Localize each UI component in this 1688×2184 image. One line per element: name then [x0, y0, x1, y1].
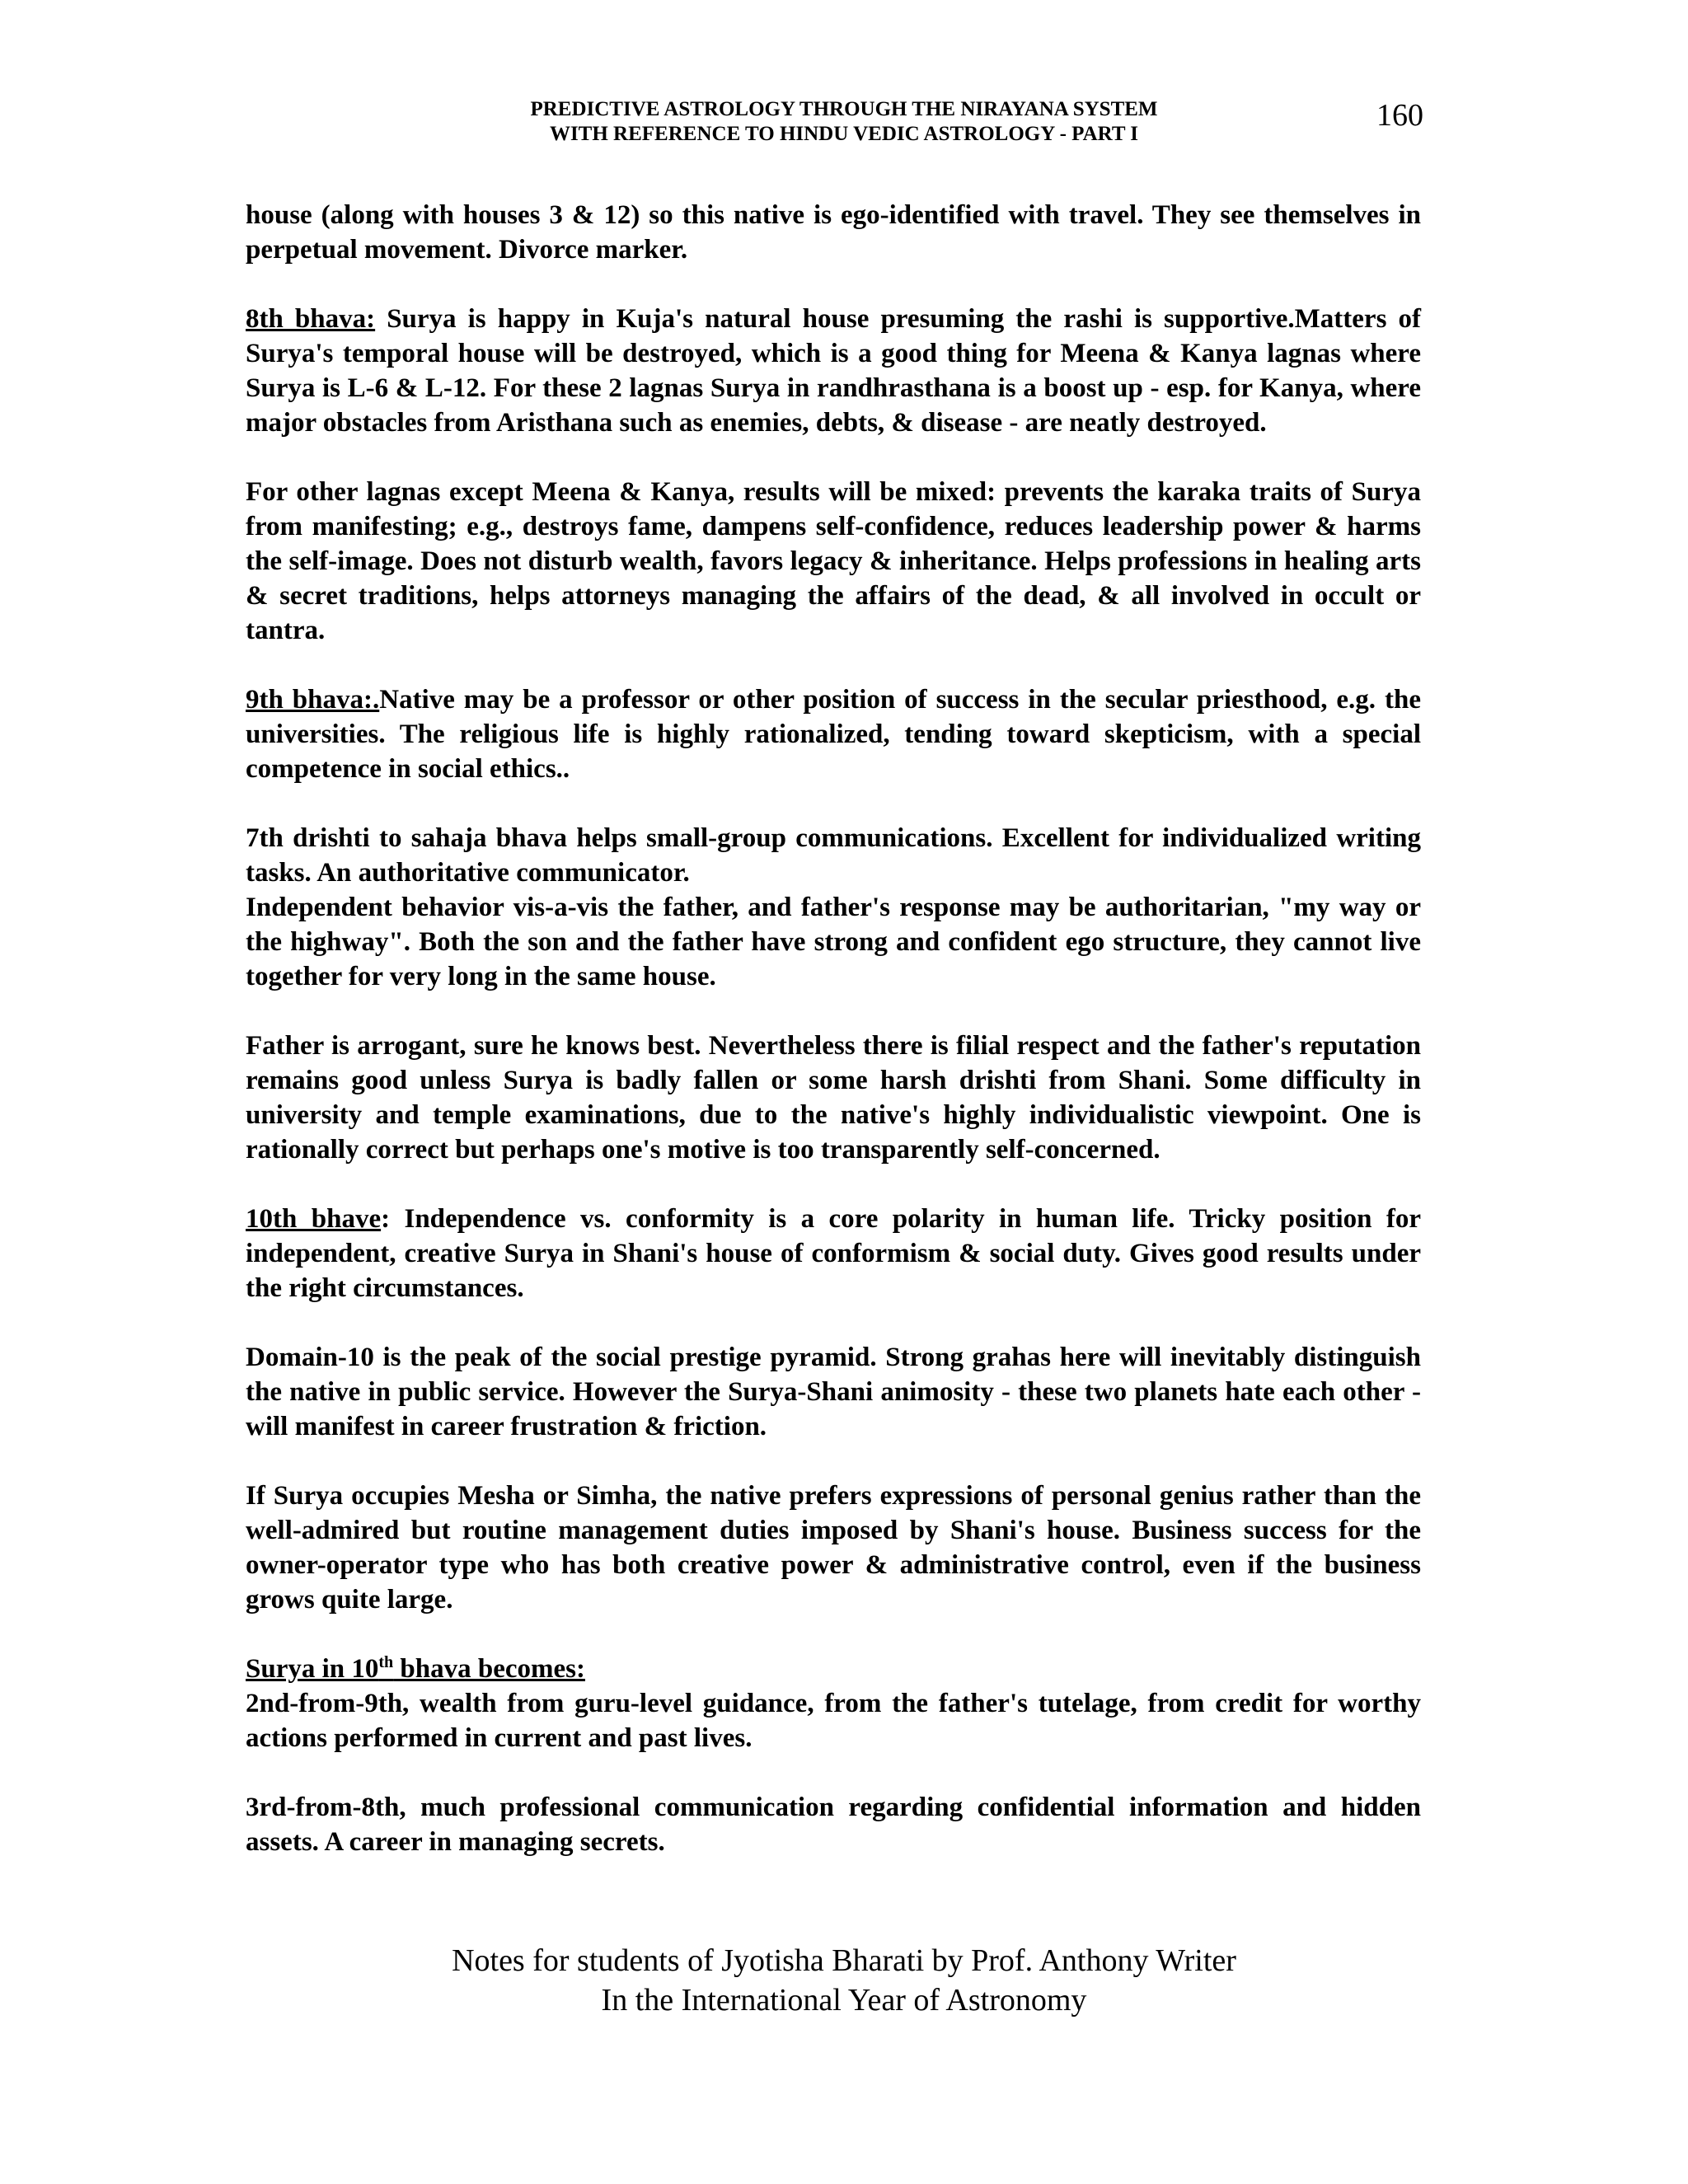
heading-10th-bhave: 10th bhave — [246, 1204, 382, 1234]
paragraph-domain-10: Domain-10 is the peak of the social prestige pyramid. Strong grahas here will inevitably distinguish the native in public service. However the Surya-Shani animosity - these two planets hate each other - will manifest in career frustration & friction. — [246, 1343, 1421, 1441]
footer-line-2: In the International Year of Astronomy — [601, 1983, 1087, 2018]
paragraph-father-behavior: Independent behavior vis-a-vis the father, and father's response may be authoritarian, "my way or the highway". Both the son and the father have strong and confident ego structure, they cannot live together for very long in the same house. — [246, 893, 1421, 991]
page-body — [246, 198, 1421, 1894]
heading-surya-in-10th — [246, 1652, 1421, 1686]
header-line-2: WITH REFERENCE TO HINDU VEDIC ASTROLOGY - PART I — [549, 123, 1139, 145]
header-line-1: PREDICTIVE ASTROLOGY THROUGH THE NIRAYANA SYSTEM — [530, 98, 1158, 120]
page-number: 160 — [1376, 98, 1423, 133]
heading-surya-sup: th — [378, 1653, 394, 1671]
paragraph-other-lagnas: For other lagnas except Meena & Kanya, results will be mixed: prevents the karaka traits of Surya from manifesting; e.g., destroys fame, dampens self-confidence, reduces leadership power & harms the self-image. Does not disturb wealth, favors legacy & inheritance. Helps professions in healing arts & secret traditions, helps attorneys managing the affairs of the dead, & all involved in occult or tantra. — [246, 477, 1421, 645]
paragraph-travel: house (along with houses 3 & 12) so this native is ego-identified with travel. They see themselves in perpetual movement. Divorce marker. — [246, 200, 1421, 265]
paragraph-7th-drishti: 7th drishti to sahaja bhava helps small-group communications. Excellent for individualized writing tasks. An authoritative communicator. — [246, 823, 1421, 888]
paragraph-10th-bhave — [246, 1202, 1421, 1305]
running-header — [0, 97, 1688, 147]
heading-8th-bhava: 8th bhava: — [246, 304, 376, 334]
paragraph-9th-bhava — [246, 682, 1421, 786]
paragraph-8th-bhava — [246, 302, 1421, 440]
paragraph-3rd-from-8th: 3rd-from-8th, much professional communication regarding confidential information and hidden assets. A career in managing secrets. — [246, 1793, 1421, 1857]
paragraph-father-arrogant: Father is arrogant, sure he knows best. Nevertheless there is filial respect and the father's reputation remains good unless Surya is badly fallen or some harsh drishti from Shani. Some difficulty in university and temple examinations, due to the native's highly individualistic viewpoint. One is rationally correct but perhaps one's motive is too transparently self-concerned. — [246, 1031, 1421, 1165]
heading-surya-in-10th-text — [246, 1654, 585, 1684]
text-10th-bhave: : Independence vs. conformity is a core polarity in human life. Tricky position for independent, creative Surya in Shani's house of conformism & social duty. Gives good results under the right circumstances. — [246, 1204, 1421, 1303]
running-footer — [0, 1941, 1688, 2020]
heading-9th-bhava: 9th bhava:. — [246, 685, 380, 715]
paragraph-mesha-simha: If Surya occupies Mesha or Simha, the native prefers expressions of personal genius rather than the well-admired but routine management duties imposed by Shani's house. Business success for the owner-operator type who has both creative power & administrative control, even if the business grows quite large. — [246, 1481, 1421, 1615]
text-8th-bhava: Surya is happy in Kuja's natural house presuming the rashi is supportive.Matters of Surya's temporal house will be destroyed, which is a good thing for Meena & Kanya lagnas where Surya is L-6 & L-12. For these 2 lagnas Surya in randhrasthana is a boost up - esp. for Kanya, where major obstacles from Aristhana such as enemies, debts, & disease - are neatly destroyed. — [246, 304, 1421, 438]
text-9th-bhava: Native may be a professor or other position of success in the secular priesthood, e.g. the universities. The religious life is highly rationalized, tending toward skepticism, with a special competence in social ethics.. — [246, 685, 1421, 784]
heading-surya-part-a: Surya in 10 — [246, 1654, 379, 1684]
footer-line-1: Notes for students of Jyotisha Bharati by Prof. Anthony Writer — [452, 1943, 1236, 1978]
heading-surya-part-b: bhava becomes: — [393, 1654, 585, 1684]
paragraph-2nd-from-9th: 2nd-from-9th, wealth from guru-level guidance, from the father's tutelage, from credit for worthy actions performed in current and past lives. — [246, 1689, 1421, 1753]
